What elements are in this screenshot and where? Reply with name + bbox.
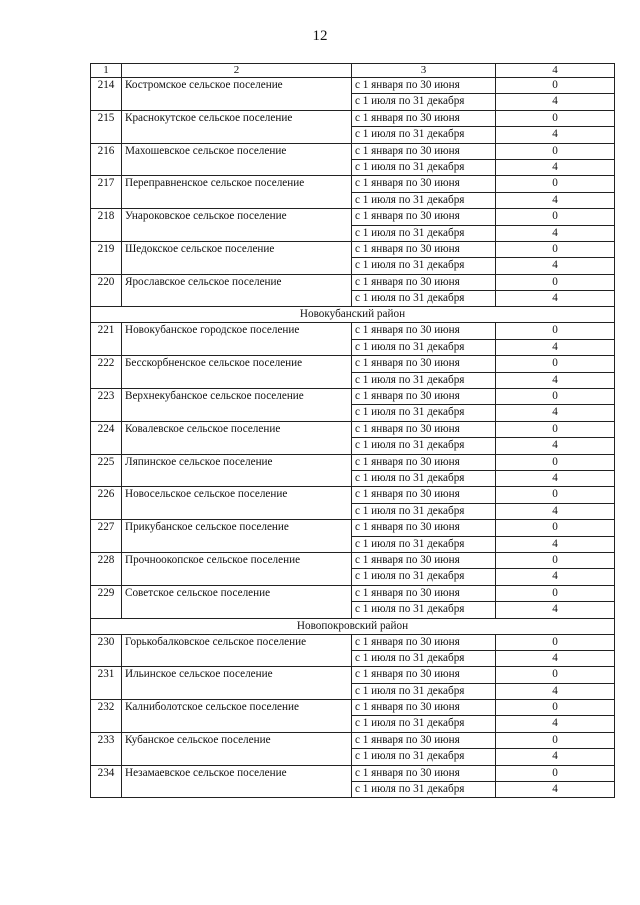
settlement-name-continued <box>122 569 352 585</box>
row-number: 233 <box>91 732 122 748</box>
period-value: 0 <box>496 274 615 290</box>
period-value: 0 <box>496 421 615 437</box>
period-value: 4 <box>496 192 615 208</box>
district-row <box>91 618 615 634</box>
settlement-name-continued <box>122 192 352 208</box>
row-number-continued <box>91 339 122 355</box>
table-row <box>91 372 615 388</box>
row-number-continued <box>91 650 122 666</box>
row-number-continued <box>91 716 122 732</box>
period-label: с 1 января по 30 июня <box>352 552 496 568</box>
settlement-name: Переправненское сельское поселение <box>122 176 352 192</box>
settlement-name: Ильинское сельское поселение <box>122 667 352 683</box>
row-number: 220 <box>91 274 122 290</box>
row-number-continued <box>91 258 122 274</box>
period-label: с 1 января по 30 июня <box>352 389 496 405</box>
period-label: с 1 января по 30 июня <box>352 209 496 225</box>
row-number-continued <box>91 94 122 110</box>
period-label: с 1 января по 30 июня <box>352 520 496 536</box>
period-label: с 1 июля по 31 декабря <box>352 438 496 454</box>
row-number-continued <box>91 159 122 175</box>
period-value: 0 <box>496 552 615 568</box>
table-row <box>91 143 615 159</box>
settlement-name: Незамаевское сельское поселение <box>122 765 352 781</box>
period-label: с 1 января по 30 июня <box>352 323 496 339</box>
row-number: 214 <box>91 78 122 94</box>
table-row <box>91 782 615 798</box>
row-number: 231 <box>91 667 122 683</box>
period-label: с 1 июля по 31 декабря <box>352 683 496 699</box>
period-label: с 1 января по 30 июня <box>352 585 496 601</box>
period-label: с 1 июля по 31 декабря <box>352 782 496 798</box>
row-number: 230 <box>91 634 122 650</box>
period-label: с 1 июля по 31 декабря <box>352 339 496 355</box>
settlement-name: Шедокское сельское поселение <box>122 241 352 257</box>
row-number: 227 <box>91 520 122 536</box>
column-header: 2 <box>122 64 352 78</box>
period-label: с 1 января по 30 июня <box>352 487 496 503</box>
settlement-name-continued <box>122 470 352 486</box>
table-row <box>91 585 615 601</box>
table-row <box>91 323 615 339</box>
settlement-name-continued <box>122 749 352 765</box>
period-value: 4 <box>496 258 615 274</box>
table-row <box>91 78 615 94</box>
row-number: 223 <box>91 389 122 405</box>
settlement-name-continued <box>122 225 352 241</box>
period-value: 4 <box>496 569 615 585</box>
column-header: 1 <box>91 64 122 78</box>
settlement-name-continued <box>122 127 352 143</box>
settlement-name: Прикубанское сельское поселение <box>122 520 352 536</box>
period-value: 0 <box>496 765 615 781</box>
table-row <box>91 716 615 732</box>
column-header-row <box>91 64 615 78</box>
settlement-name-continued <box>122 372 352 388</box>
period-label: с 1 января по 30 июня <box>352 143 496 159</box>
period-value: 4 <box>496 503 615 519</box>
period-value: 4 <box>496 470 615 486</box>
settlement-name-continued <box>122 405 352 421</box>
table-row <box>91 421 615 437</box>
period-label: с 1 января по 30 июня <box>352 765 496 781</box>
period-value: 4 <box>496 94 615 110</box>
period-value: 4 <box>496 339 615 355</box>
table-body <box>91 64 615 798</box>
row-number-continued <box>91 683 122 699</box>
row-number-continued <box>91 470 122 486</box>
table-row <box>91 749 615 765</box>
row-number: 222 <box>91 356 122 372</box>
period-label: с 1 июля по 31 декабря <box>352 503 496 519</box>
table-row <box>91 487 615 503</box>
table-row <box>91 602 615 618</box>
settlement-name-continued <box>122 291 352 307</box>
period-value: 4 <box>496 536 615 552</box>
table-row <box>91 258 615 274</box>
period-value: 0 <box>496 389 615 405</box>
period-label: с 1 июля по 31 декабря <box>352 159 496 175</box>
table-row <box>91 552 615 568</box>
settlement-name-continued <box>122 716 352 732</box>
settlement-name: Советское сельское поселение <box>122 585 352 601</box>
period-value: 4 <box>496 683 615 699</box>
settlement-name: Прочноокопское сельское поселение <box>122 552 352 568</box>
period-value: 0 <box>496 700 615 716</box>
row-number: 226 <box>91 487 122 503</box>
table-row <box>91 732 615 748</box>
period-label: с 1 июля по 31 декабря <box>352 536 496 552</box>
settlement-name: Ляпинское сельское поселение <box>122 454 352 470</box>
row-number-continued <box>91 225 122 241</box>
column-header: 3 <box>352 64 496 78</box>
table-row <box>91 569 615 585</box>
settlement-name-continued <box>122 438 352 454</box>
table-row <box>91 225 615 241</box>
row-number-continued <box>91 536 122 552</box>
table-row <box>91 650 615 666</box>
row-number: 232 <box>91 700 122 716</box>
period-label: с 1 июля по 31 декабря <box>352 405 496 421</box>
table-row <box>91 159 615 175</box>
period-value: 0 <box>496 487 615 503</box>
period-label: с 1 января по 30 июня <box>352 78 496 94</box>
period-label: с 1 июля по 31 декабря <box>352 716 496 732</box>
period-value: 4 <box>496 159 615 175</box>
period-label: с 1 июля по 31 декабря <box>352 470 496 486</box>
period-label: с 1 июля по 31 декабря <box>352 94 496 110</box>
period-value: 0 <box>496 520 615 536</box>
table-row <box>91 634 615 650</box>
period-label: с 1 января по 30 июня <box>352 241 496 257</box>
period-label: с 1 июля по 31 декабря <box>352 291 496 307</box>
row-number: 215 <box>91 110 122 126</box>
period-value: 0 <box>496 176 615 192</box>
period-value: 0 <box>496 323 615 339</box>
district-name: Новокубанский район <box>91 307 615 323</box>
settlement-name: Кубанское сельское поселение <box>122 732 352 748</box>
table-row <box>91 110 615 126</box>
period-label: с 1 января по 30 июня <box>352 176 496 192</box>
period-label: с 1 июля по 31 декабря <box>352 650 496 666</box>
row-number: 217 <box>91 176 122 192</box>
period-value: 0 <box>496 110 615 126</box>
period-value: 4 <box>496 438 615 454</box>
settlement-name-continued <box>122 258 352 274</box>
settlement-name: Краснокутское сельское поселение <box>122 110 352 126</box>
settlement-name-continued <box>122 602 352 618</box>
table-row <box>91 765 615 781</box>
period-label: с 1 июля по 31 декабря <box>352 225 496 241</box>
row-number-continued <box>91 569 122 585</box>
table-row <box>91 700 615 716</box>
period-value: 0 <box>496 454 615 470</box>
period-value: 4 <box>496 405 615 421</box>
period-label: с 1 января по 30 июня <box>352 700 496 716</box>
table-row <box>91 339 615 355</box>
table-row <box>91 438 615 454</box>
period-value: 4 <box>496 749 615 765</box>
table-row <box>91 127 615 143</box>
row-number: 225 <box>91 454 122 470</box>
settlement-name: Калниболотское сельское поселение <box>122 700 352 716</box>
row-number: 218 <box>91 209 122 225</box>
settlement-name: Новокубанское городское поселение <box>122 323 352 339</box>
period-value: 0 <box>496 209 615 225</box>
settlement-name-continued <box>122 650 352 666</box>
period-label: с 1 января по 30 июня <box>352 454 496 470</box>
settlement-name-continued <box>122 503 352 519</box>
row-number-continued <box>91 405 122 421</box>
period-label: с 1 января по 30 июня <box>352 667 496 683</box>
row-number-continued <box>91 503 122 519</box>
table-row <box>91 536 615 552</box>
settlement-name-continued <box>122 94 352 110</box>
settlement-name-continued <box>122 536 352 552</box>
period-label: с 1 июля по 31 декабря <box>352 372 496 388</box>
row-number-continued <box>91 782 122 798</box>
period-label: с 1 июля по 31 декабря <box>352 258 496 274</box>
settlement-name: Ковалевское сельское поселение <box>122 421 352 437</box>
period-value: 0 <box>496 241 615 257</box>
district-name: Новопокровский район <box>91 618 615 634</box>
settlement-name: Новосельское сельское поселение <box>122 487 352 503</box>
row-number-continued <box>91 291 122 307</box>
row-number-continued <box>91 372 122 388</box>
period-value: 4 <box>496 127 615 143</box>
table-row <box>91 520 615 536</box>
table-row <box>91 291 615 307</box>
row-number: 219 <box>91 241 122 257</box>
period-label: с 1 июля по 31 декабря <box>352 602 496 618</box>
table-row <box>91 356 615 372</box>
table-row <box>91 667 615 683</box>
row-number-continued <box>91 192 122 208</box>
period-label: с 1 января по 30 июня <box>352 732 496 748</box>
district-row <box>91 307 615 323</box>
settlement-name: Горькобалковское сельское поселение <box>122 634 352 650</box>
period-value: 0 <box>496 143 615 159</box>
period-value: 0 <box>496 667 615 683</box>
period-value: 0 <box>496 78 615 94</box>
row-number: 221 <box>91 323 122 339</box>
period-label: с 1 июля по 31 декабря <box>352 569 496 585</box>
period-label: с 1 января по 30 июня <box>352 356 496 372</box>
row-number: 224 <box>91 421 122 437</box>
row-number: 228 <box>91 552 122 568</box>
period-value: 4 <box>496 225 615 241</box>
table-row <box>91 389 615 405</box>
row-number: 234 <box>91 765 122 781</box>
period-label: с 1 января по 30 июня <box>352 421 496 437</box>
row-number-continued <box>91 602 122 618</box>
row-number: 216 <box>91 143 122 159</box>
period-value: 0 <box>496 356 615 372</box>
period-value: 0 <box>496 732 615 748</box>
table-row <box>91 470 615 486</box>
period-label: с 1 января по 30 июня <box>352 274 496 290</box>
settlement-name-continued <box>122 159 352 175</box>
settlement-name: Унароковское сельское поселение <box>122 209 352 225</box>
settlement-name-continued <box>122 683 352 699</box>
row-number-continued <box>91 127 122 143</box>
period-label: с 1 января по 30 июня <box>352 110 496 126</box>
period-value: 4 <box>496 291 615 307</box>
table-row <box>91 192 615 208</box>
table-row <box>91 683 615 699</box>
row-number-continued <box>91 749 122 765</box>
column-header: 4 <box>496 64 615 78</box>
settlement-name: Ярославское сельское поселение <box>122 274 352 290</box>
table-row <box>91 274 615 290</box>
period-value: 4 <box>496 650 615 666</box>
table-row <box>91 94 615 110</box>
period-label: с 1 июля по 31 декабря <box>352 127 496 143</box>
period-value: 0 <box>496 585 615 601</box>
page-number: 12 <box>312 28 328 44</box>
settlement-name: Махошевское сельское поселение <box>122 143 352 159</box>
settlement-name: Верхнекубанское сельское поселение <box>122 389 352 405</box>
period-label: с 1 января по 30 июня <box>352 634 496 650</box>
row-number-continued <box>91 438 122 454</box>
table-row <box>91 503 615 519</box>
table-row <box>91 241 615 257</box>
period-label: с 1 июля по 31 декабря <box>352 749 496 765</box>
period-label: с 1 июля по 31 декабря <box>352 192 496 208</box>
table-row <box>91 209 615 225</box>
period-value: 4 <box>496 372 615 388</box>
period-value: 4 <box>496 782 615 798</box>
period-value: 4 <box>496 716 615 732</box>
settlements-table <box>90 63 615 798</box>
table-row <box>91 454 615 470</box>
settlement-name: Костромское сельское поселение <box>122 78 352 94</box>
settlement-name-continued <box>122 782 352 798</box>
table-row <box>91 405 615 421</box>
settlement-name-continued <box>122 339 352 355</box>
settlement-name: Бесскорбненское сельское поселение <box>122 356 352 372</box>
table-row <box>91 176 615 192</box>
period-value: 4 <box>496 602 615 618</box>
period-value: 0 <box>496 634 615 650</box>
row-number: 229 <box>91 585 122 601</box>
